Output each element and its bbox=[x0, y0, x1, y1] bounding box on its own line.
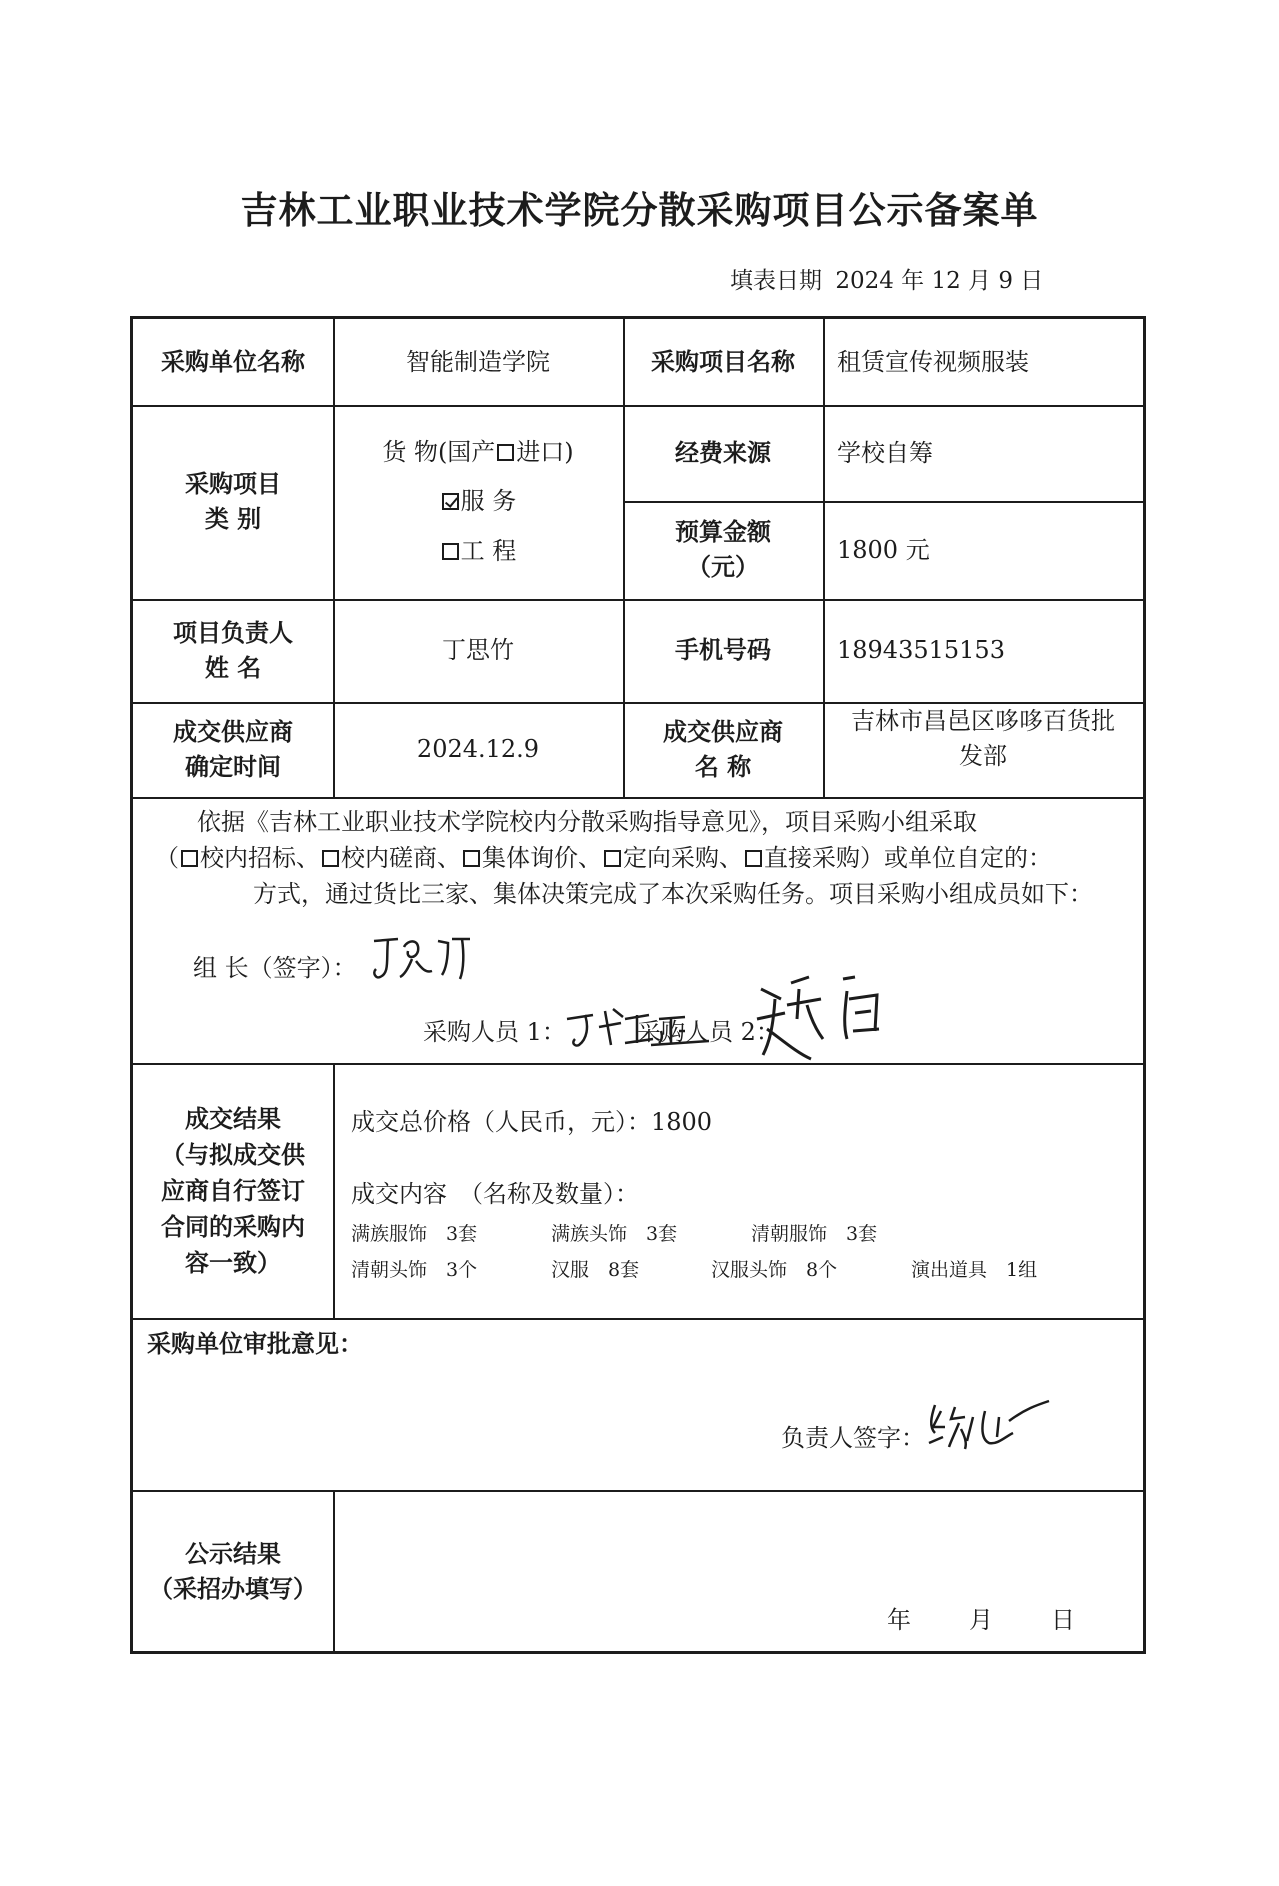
option-checkbox-4[interactable] bbox=[604, 850, 621, 867]
goods-label: 货 物(国产 bbox=[382, 438, 496, 467]
option-checkbox-3[interactable] bbox=[463, 850, 480, 867]
option-label-3: 集体询价、 bbox=[482, 844, 602, 872]
supplier-name-line1: 吉林市昌邑区哆哆百货批 bbox=[851, 707, 1115, 735]
buyer1-label: 采购人员 1： bbox=[423, 1018, 566, 1046]
engineering-option bbox=[440, 527, 517, 576]
result-label-line3: 应商自行签订 bbox=[161, 1176, 305, 1205]
result-label bbox=[133, 1063, 333, 1318]
services-option bbox=[440, 477, 517, 526]
publicity-day: 日 bbox=[1051, 1606, 1075, 1634]
category-label bbox=[133, 405, 333, 599]
category-options bbox=[333, 405, 623, 599]
supplier-name-label-line1: 成交供应商 bbox=[663, 717, 783, 746]
publicity-label-line2: （采招办填写） bbox=[149, 1575, 317, 1603]
option-label-4: 定向采购、 bbox=[623, 844, 743, 872]
goods-option bbox=[382, 428, 573, 477]
option-checkbox-1[interactable] bbox=[181, 850, 198, 867]
engineering-checkbox[interactable] bbox=[442, 543, 459, 560]
fill-date-label: 填表日期 bbox=[730, 268, 822, 294]
domestic-checkbox[interactable] bbox=[497, 444, 514, 461]
supplier-time-label-line2: 确定时间 bbox=[185, 752, 281, 781]
fill-date bbox=[730, 262, 1049, 295]
import-label: 进口) bbox=[516, 438, 574, 467]
approval-signer-label: 负责人签字： bbox=[781, 1424, 925, 1452]
budget-label-line2: （元） bbox=[687, 553, 759, 581]
list-item: 清朝头饰 3个 bbox=[351, 1259, 478, 1281]
services-label: 服 务 bbox=[460, 487, 517, 516]
result-label-line1: 成交结果 bbox=[185, 1104, 281, 1133]
budget-label-line1: 预算金额 bbox=[675, 518, 771, 547]
engineering-label: 工 程 bbox=[460, 536, 517, 565]
basis-line2 bbox=[133, 841, 1149, 876]
option-checkbox-5[interactable] bbox=[745, 850, 762, 867]
leader-label: 组 长（签字）： bbox=[193, 954, 357, 982]
category-label-line2: 类 别 bbox=[204, 505, 262, 533]
list-item: 演出道具 1组 bbox=[911, 1259, 1038, 1281]
supplier-name-label bbox=[623, 702, 823, 797]
publicity-label bbox=[133, 1490, 333, 1654]
option-checkbox-2[interactable] bbox=[322, 850, 339, 867]
basis-line3: 方式，通过货比三家、集体决策完成了本次采购任务。项目采购小组成员如下： bbox=[253, 880, 1093, 908]
phone-label: 手机号码 bbox=[675, 636, 771, 665]
basis-line2-prefix: （ bbox=[155, 844, 179, 872]
list-item: 满族头饰 3套 bbox=[551, 1223, 678, 1245]
fill-date-value: 2024 年 12 月 9 日 bbox=[835, 268, 1044, 294]
result-label-line4: 合同的采购内 bbox=[161, 1212, 305, 1241]
total-price: 成交总价格（人民币，元）：1800 bbox=[351, 1108, 713, 1136]
filing-form bbox=[130, 316, 1146, 1654]
funding-label: 经费来源 bbox=[675, 438, 771, 467]
list-item: 汉服 8套 bbox=[551, 1259, 640, 1281]
manager-label bbox=[133, 599, 333, 702]
supplier-name-value bbox=[823, 702, 1143, 797]
unit-name-value: 智能制造学院 bbox=[406, 347, 550, 376]
approval-signature bbox=[925, 1397, 1055, 1457]
phone-value: 18943515153 bbox=[837, 636, 1005, 665]
option-label-2: 校内磋商、 bbox=[341, 844, 461, 872]
manager-label-line1: 项目负责人 bbox=[173, 618, 293, 647]
approval-label: 采购单位审批意见： bbox=[147, 1330, 363, 1358]
supplier-time-label-line1: 成交供应商 bbox=[173, 717, 293, 746]
publicity-label-line1: 公示结果 bbox=[185, 1540, 281, 1569]
unit-name-label: 采购单位名称 bbox=[161, 347, 305, 376]
publicity-month: 月 bbox=[969, 1606, 993, 1634]
list-item: 清朝服饰 3套 bbox=[751, 1223, 878, 1245]
manager-label-line2: 姓 名 bbox=[204, 653, 262, 682]
project-name-label: 采购项目名称 bbox=[651, 347, 795, 376]
list-item: 满族服饰 3套 bbox=[351, 1223, 478, 1245]
supplier-time-value: 2024.12.9 bbox=[416, 735, 540, 764]
publicity-year: 年 bbox=[887, 1606, 911, 1634]
basis-line1: 依据《吉林工业职业技术学院校内分散采购指导意见》，项目采购小组采取 bbox=[197, 808, 977, 836]
buyer2-signature bbox=[751, 969, 891, 1064]
list-item: 汉服头饰 8个 bbox=[711, 1259, 838, 1281]
buyer2-label: 采购人员 2： bbox=[637, 1018, 780, 1046]
content-label: 成交内容 （名称及数量）： bbox=[351, 1180, 639, 1208]
result-label-line2: （与拟成交供 bbox=[161, 1140, 305, 1169]
supplier-name-label-line2: 名 称 bbox=[694, 752, 752, 781]
budget-value: 1800 元 bbox=[837, 535, 930, 564]
leader-signature bbox=[368, 929, 478, 984]
result-label-line5: 容一致） bbox=[185, 1248, 281, 1277]
option-label-5: 直接采购）或单位自定的： bbox=[764, 844, 1052, 872]
page-title: 吉林工业职业技术学院分散采购项目公示备案单 bbox=[240, 189, 1039, 232]
budget-label bbox=[623, 501, 823, 599]
supplier-name-line2: 发部 bbox=[959, 741, 1007, 770]
project-name-value: 租赁宣传视频服装 bbox=[837, 347, 1029, 376]
services-checkbox[interactable] bbox=[442, 493, 459, 510]
funding-value: 学校自筹 bbox=[837, 438, 933, 467]
category-label-line1: 采购项目 bbox=[185, 470, 281, 499]
option-label-1: 校内招标、 bbox=[200, 844, 320, 872]
supplier-time-label bbox=[133, 702, 333, 797]
manager-name: 丁思竹 bbox=[442, 636, 514, 665]
